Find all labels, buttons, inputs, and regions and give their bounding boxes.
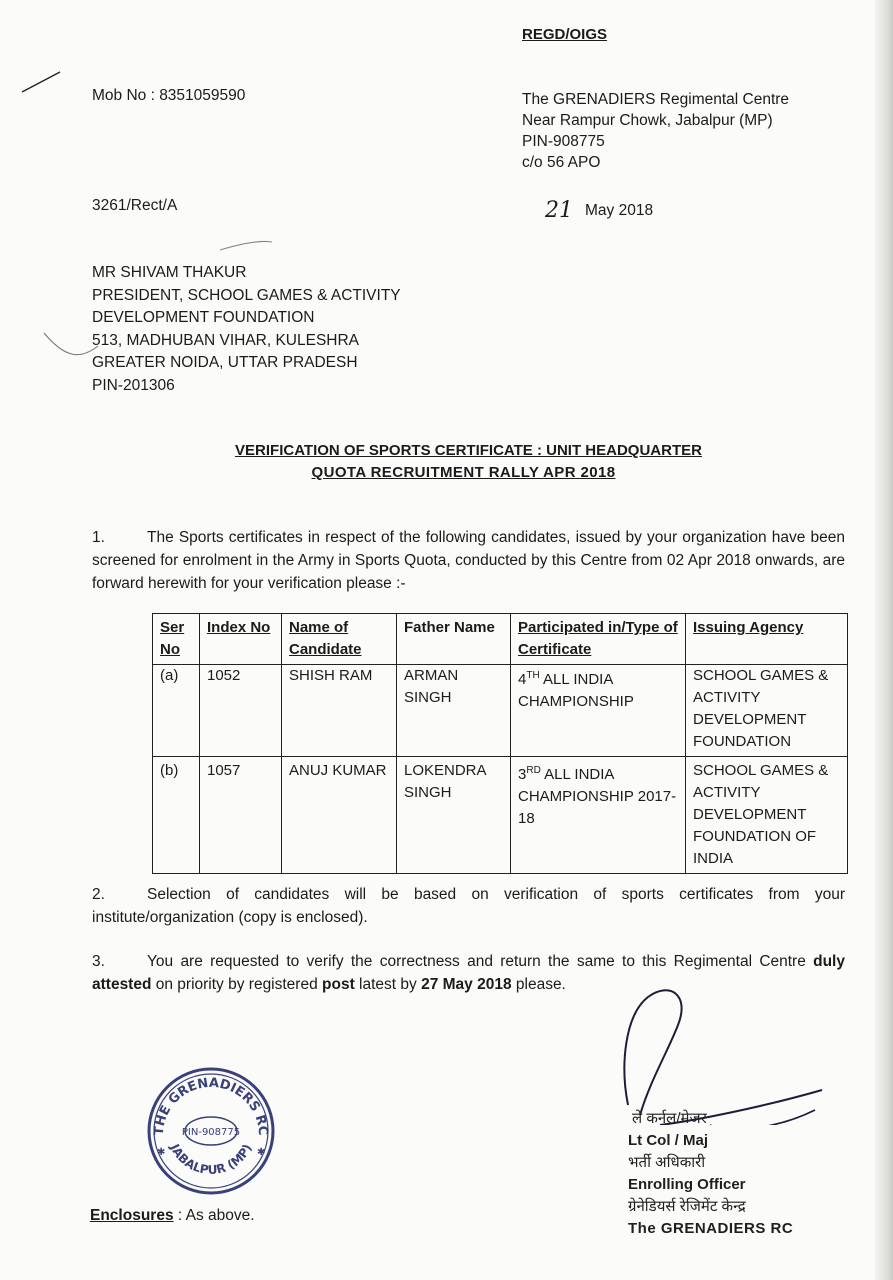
- enclosures-label: Enclosures: [90, 1207, 174, 1224]
- cell-ser: (a): [153, 665, 200, 757]
- subject-heading: [0, 440, 893, 484]
- header-issuing-agency: Issuing Agency: [686, 614, 848, 665]
- stamp-bottom-text: JABALPUR (MP): [167, 1141, 255, 1178]
- emphasis-deadline: 27 May 2018: [421, 976, 512, 993]
- svg-text:✱: ✱: [257, 1147, 266, 1158]
- subject-line-2: QUOTA RECRUITMENT RALLY APR 2018: [311, 464, 616, 481]
- ink-mark: [20, 66, 65, 96]
- header-father-name: Father Name: [397, 614, 511, 665]
- paragraph-number: 1.: [92, 529, 105, 546]
- sender-address: [522, 89, 789, 173]
- header-name: Name of Candidate: [282, 614, 397, 665]
- cell-name: SHISH RAM: [282, 665, 397, 757]
- table-row: [153, 757, 848, 874]
- paragraph-3: 3. You are requested to verify the correctness and return the same to this Regimental Centre duly attested on priority by registered post latest by 27 May 2018 please.: [92, 950, 845, 996]
- header-ser-no: Ser No: [153, 614, 200, 665]
- cell-ser: (b): [153, 757, 200, 874]
- registration-mark: REGD/OIGS: [522, 26, 608, 43]
- signature-rank: Lt Col / Maj: [628, 1132, 708, 1149]
- cell-name: ANUJ KUMAR: [282, 757, 397, 874]
- recipient-line: 513, MADHUBAN VIHAR, KULESHRA: [92, 331, 360, 349]
- cell-father: LOKENDRA SINGH: [397, 757, 511, 874]
- table-row: [153, 665, 848, 757]
- paragraph-number: 3.: [92, 953, 105, 970]
- recipient-line: MR SHIVAM THAKUR: [92, 264, 247, 281]
- paragraph-2: [92, 883, 845, 929]
- date-month-year: May 2018: [585, 202, 654, 219]
- emphasis-post: post: [322, 976, 355, 993]
- paragraph-text: Selection of candidates will be based on verification of sports certificates from your institute/organization (copy is enclosed).: [92, 886, 845, 926]
- stamp-top-text: THE GRENADIERS RC: [151, 1075, 271, 1136]
- signature-title: Enrolling Officer: [628, 1176, 746, 1193]
- date-day: 21: [545, 198, 573, 223]
- cell-agency: SCHOOL GAMES & ACTIVITY DEVELOPMENT FOUNDATION OF INDIA: [686, 757, 848, 874]
- sender-address-line: PIN-908775: [522, 133, 605, 150]
- page-edge-shadow: [875, 0, 893, 1280]
- sender-address-line: c/o 56 APO: [522, 154, 601, 171]
- enclosures-text: : As above.: [173, 1207, 255, 1224]
- signature-unit-hindi: ग्रेनेडियर्स रेजिमेंट केन्द्र: [628, 1198, 746, 1215]
- header-participated: Participated in/Type of Certificate: [511, 614, 686, 665]
- cell-father: ARMAN SINGH: [397, 665, 511, 757]
- emphasis-duly-attested: duly attested: [92, 953, 845, 993]
- recipient-line: PRESIDENT, SCHOOL GAMES & ACTIVITY: [92, 286, 401, 304]
- recipient-line: DEVELOPMENT FOUNDATION: [92, 309, 315, 326]
- enclosures-note: [90, 1207, 255, 1225]
- cell-index: 1057: [200, 757, 282, 874]
- recipient-line: GREATER NOIDA, UTTAR PRADESH: [92, 354, 358, 371]
- cell-index: 1052: [200, 665, 282, 757]
- sender-address-line: Near Rampur Chowk, Jabalpur (MP): [522, 112, 773, 129]
- paragraph-text: The Sports certificates in respect of the following candidates, issued by your organization have been screened for enrolment in the Army in Sports Quota, conducted by this Centre from 02 Apr 2018 onwards, are forward herewith for your verification please :-: [92, 529, 845, 592]
- signature-block: [628, 1108, 793, 1240]
- letter-date: [545, 198, 653, 223]
- paragraph-number: 2.: [92, 886, 105, 903]
- cell-agency: SCHOOL GAMES & ACTIVITY DEVELOPMENT FOUNDATION: [686, 665, 848, 757]
- cell-certificate: 4TH ALL INDIA CHAMPIONSHIP: [511, 665, 686, 757]
- subject-line-1: VERIFICATION OF SPORTS CERTIFICATE : UNIT HEADQUARTER: [235, 442, 702, 459]
- paragraph-1: [92, 526, 845, 595]
- signature-unit: The GRENADIERS RC: [628, 1220, 794, 1237]
- header-index-no: Index No: [200, 614, 282, 665]
- cell-certificate: 3RD ALL INDIA CHAMPIONSHIP 2017-18: [511, 757, 686, 874]
- candidates-table: [152, 613, 848, 874]
- sender-address-line: The GRENADIERS Regimental Centre: [522, 91, 790, 108]
- reference-number: 3261/Rect/A: [92, 197, 178, 214]
- handwritten-signature: [600, 985, 830, 1125]
- stamp-pin: PIN-908775: [181, 1127, 241, 1138]
- mobile-number: Mob No : 8351059590: [92, 87, 246, 104]
- recipient-line: PIN-201306: [92, 376, 175, 394]
- svg-text:✱: ✱: [157, 1147, 166, 1158]
- pencil-tick-mark: [40, 238, 280, 378]
- svg-text:JABALPUR (MP): [167, 1141, 254, 1177]
- signature-title-hindi: भर्ती अधिकारी: [628, 1154, 706, 1171]
- signature-rank-hindi: ले कर्नल/मेजर: [632, 1110, 707, 1127]
- official-stamp: [145, 1065, 277, 1197]
